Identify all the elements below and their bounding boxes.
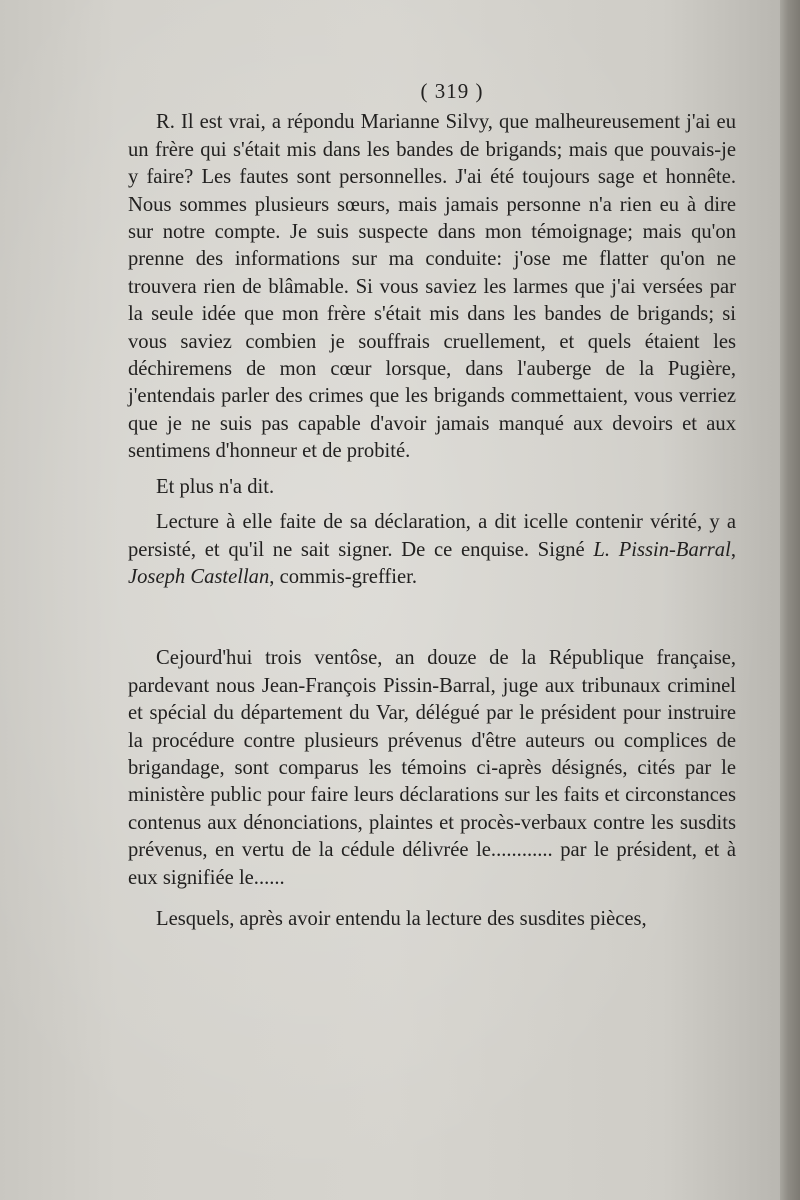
paragraph-continuation: Lesquels, après avoir entendu la lecture des susdites pièces, — [156, 907, 647, 930]
clerk-title: , commis-greffier. — [269, 565, 418, 588]
page-text — [128, 78, 736, 933]
paragraph-reading-signature — [128, 509, 736, 591]
paragraph-end-statement: Et plus n'a dit. — [156, 475, 275, 498]
paragraph-testimony: R. Il est vrai, a répondu Marianne Silvy, que malheureusement j'ai eu un frère qui s'était mis dans les bandes de brigands; mais que pouvais-je y faire? Les fautes sont personnelles. J'ai été toujours sage et honnête. Nous sommes plusieurs sœurs, mais jamais personne n'a rien eu à dire sur notre compte. Je suis suspecte dans mon témoignage; mais qu'on prenne des informations sur ma conduite: j'ose me flatter qu'on ne trouvera rien de blâmable. Si vous saviez les larmes que j'ai versées par la seule idée que mon frère s'était mis dans les bandes de brigands; si vous saviez combien je souffrais cruellement, et quels étaient les déchiremens de mon cœur lorsque, dans l'auberge de la Pugière, j'entendais parler des crimes que les brigands commettaient, vous verriez que je ne suis pas capable d'avoir jamais manqué aux devoirs et aux sentimens d'honneur et de probité. — [128, 111, 736, 463]
paragraph-session-opening: Cejourd'hui trois ventôse, an douze de la République française, pardevant nous Jean-François Pissin-Barral, juge aux tribunaux criminel et spécial du département du Var, délégué par le président pour instruire la procédure contre plusieurs prévenus d'être auteurs ou complices de brigandage, sont comparus les témoins ci-après désignés, cités par le ministère public pour faire leurs déclarations sur les faits et circonstances contenus aux dénonciations, plaintes et procès-verbaux contre les susdits prévenus, en vertu de la cédule délivrée le............ par le président, et à eux signifiée le...... — [128, 647, 736, 889]
reading-text: Lecture à elle faite de sa déclaration, a dit icelle contenir vérité, y a persisté, et qu'il ne sait signer. De ce enquise. Signé — [128, 511, 736, 561]
signature-judge: L. Pissin-Barral — [593, 538, 731, 561]
page-edge-shadow — [780, 0, 800, 1200]
signature-clerk: Joseph Castellan — [128, 565, 270, 588]
page-number: ( 319 ) — [420, 79, 484, 103]
signature-separator: , — [730, 538, 736, 561]
